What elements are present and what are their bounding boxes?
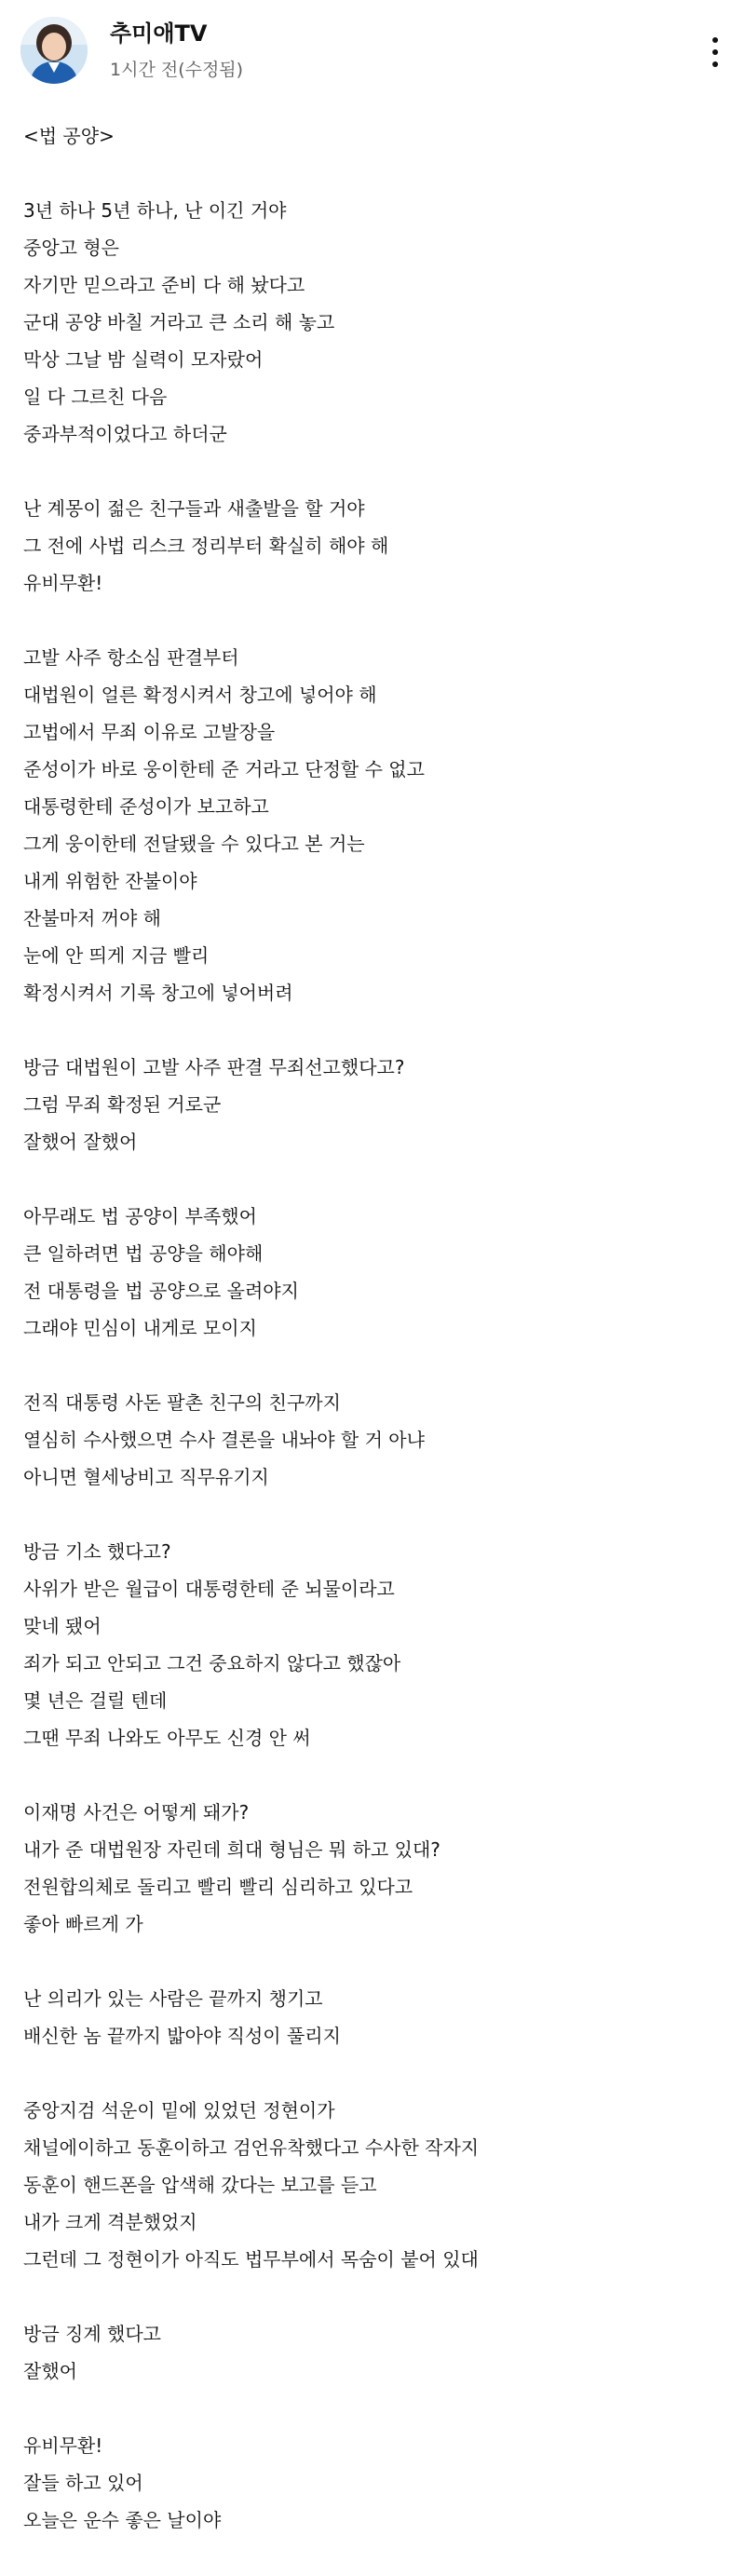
post-line: 방금 징계 했다고	[23, 2323, 161, 2345]
channel-avatar[interactable]	[20, 17, 88, 84]
post-line: 막상 그날 밤 실력이 모자랐어	[23, 348, 264, 371]
post-line: 내가 준 대법원장 자린데 희대 형님은 뭐 하고 있대?	[23, 1838, 440, 1861]
post-line: 그땐 무죄 나와도 아무도 신경 안 써	[23, 1727, 311, 1749]
post-stanza	[23, 1198, 731, 1347]
post-stanza	[23, 1794, 731, 1943]
post-line: 난 계몽이 젊은 친구들과 새출발을 할 거야	[23, 497, 365, 520]
post-line: 고발 사주 항소심 판결부터	[23, 646, 239, 669]
post-line: 유비무환!	[23, 572, 103, 594]
post-line: 전원합의체로 돌리고 빨리 빨리 심리하고 있다고	[23, 1876, 413, 1898]
post-stanza	[23, 1384, 731, 1496]
post-stanza	[23, 490, 731, 602]
post-line: 사위가 받은 월급이 대통령한테 준 뇌물이라고	[23, 1578, 395, 1600]
post-line: 중앙고 형은	[23, 237, 119, 259]
post-line: 일 다 그르친 다음	[23, 386, 168, 408]
post-stanza	[23, 1533, 731, 1756]
post-line: 잘들 하고 있어	[23, 2472, 143, 2494]
more-options-button[interactable]	[697, 32, 734, 73]
post-stanza	[23, 2427, 731, 2539]
post-line: 이재명 사건은 어떻게 돼가?	[23, 1801, 250, 1824]
post-line: 대법원이 얼른 확정시켜서 창고에 넣어야 해	[23, 684, 377, 706]
post-line: 잔불마저 꺼야 해	[23, 907, 161, 929]
post-line: 고법에서 무죄 이유로 고발장을	[23, 721, 276, 743]
post-stanza	[23, 639, 731, 1011]
post-line: 그런데 그 정현이가 아직도 법무부에서 목숨이 붙어 있대	[23, 2248, 479, 2271]
post-stanza	[23, 2092, 731, 2278]
post-line: 그게 웅이한테 전달됐을 수 있다고 본 거는	[23, 833, 365, 855]
post-line: 난 의리가 있는 사람은 끝까지 챙기고	[23, 1987, 323, 2010]
post-stanza	[23, 1049, 731, 1160]
post-line: 큰 일하려면 법 공양을 해야해	[23, 1242, 264, 1265]
channel-name[interactable]: 추미애TV	[110, 20, 208, 47]
post-line: 방금 대법원이 고발 사주 판결 무죄선고했다고?	[23, 1056, 405, 1078]
post-line: 배신한 놈 끝까지 밟아야 직성이 풀리지	[23, 2025, 341, 2047]
post-line: 준성이가 바로 웅이한테 준 거라고 단정할 수 없고	[23, 758, 425, 780]
post-line: 잘했어 잘했어	[23, 1131, 138, 1153]
post-text	[23, 192, 731, 2539]
post-line: 눈에 안 띄게 지금 빨리	[23, 944, 210, 967]
post-line: 열심히 수사했으면 수사 결론을 내놔야 할 거 아냐	[23, 1429, 425, 1451]
post-line: 전 대통령을 법 공양으로 올려야지	[23, 1280, 299, 1302]
post-line: 대통령한테 준성이가 보고하고	[23, 795, 269, 818]
post-line: 내가 크게 격분했었지	[23, 2211, 197, 2233]
post-line: 아니면 혈세낭비고 직무유기지	[23, 1466, 269, 1488]
post-line: 유비무환!	[23, 2434, 103, 2457]
post-line: 그래야 민심이 내게로 모이지	[23, 1317, 257, 1339]
post-stanza	[23, 1980, 731, 2054]
post-title: <법 공양>	[23, 125, 115, 147]
post-line: 맞네 됐어	[23, 1615, 102, 1637]
post-line: 확정시켜서 기록 창고에 넣어버려	[23, 982, 293, 1004]
post-header	[0, 0, 745, 102]
post-stanza	[23, 192, 731, 453]
post-line: 군대 공양 바칠 거라고 큰 소리 해 놓고	[23, 311, 335, 333]
avatar-photo	[20, 17, 88, 84]
post-line: 중앙지검 석운이 밑에 있었던 정현이가	[23, 2099, 335, 2122]
post-line: 3년 하나 5년 하나, 난 이긴 거야	[23, 199, 287, 222]
post-line: 중과부적이었다고 하더군	[23, 423, 227, 445]
post-line: 채널에이하고 동훈이하고 검언유착했다고 수사한 작자지	[23, 2136, 480, 2159]
post-line: 그럼 무죄 확정된 거로군	[23, 1093, 222, 1116]
post-line: 잘했어	[23, 2360, 77, 2382]
post-line: 오늘은 운수 좋은 날이야	[23, 2509, 222, 2531]
post-line: 몇 년은 걸릴 텐데	[23, 1689, 168, 1712]
post-line: 방금 기소 했다고?	[23, 1540, 171, 1563]
post-line: 죄가 되고 안되고 그건 중요하지 않다고 했잖아	[23, 1652, 401, 1674]
post-line: 자기만 믿으라고 준비 다 해 놨다고	[23, 274, 305, 296]
post-line: 전직 대통령 사돈 팔촌 친구의 친구까지	[23, 1391, 341, 1414]
post-line: 내게 위험한 잔불이야	[23, 870, 197, 892]
post-body	[23, 117, 731, 2576]
post-stanza	[23, 2315, 731, 2390]
post-line: 좋아 빠르게 가	[23, 1913, 143, 1935]
post-line: 동훈이 핸드폰을 압색해 갔다는 보고를 듣고	[23, 2174, 377, 2196]
post-line: 그 전에 사법 리스크 정리부터 확실히 해야 해	[23, 535, 389, 557]
post-line: 아무래도 법 공양이 부족했어	[23, 1205, 257, 1227]
post-timestamp: 1시간 전(수정됨)	[110, 60, 244, 80]
